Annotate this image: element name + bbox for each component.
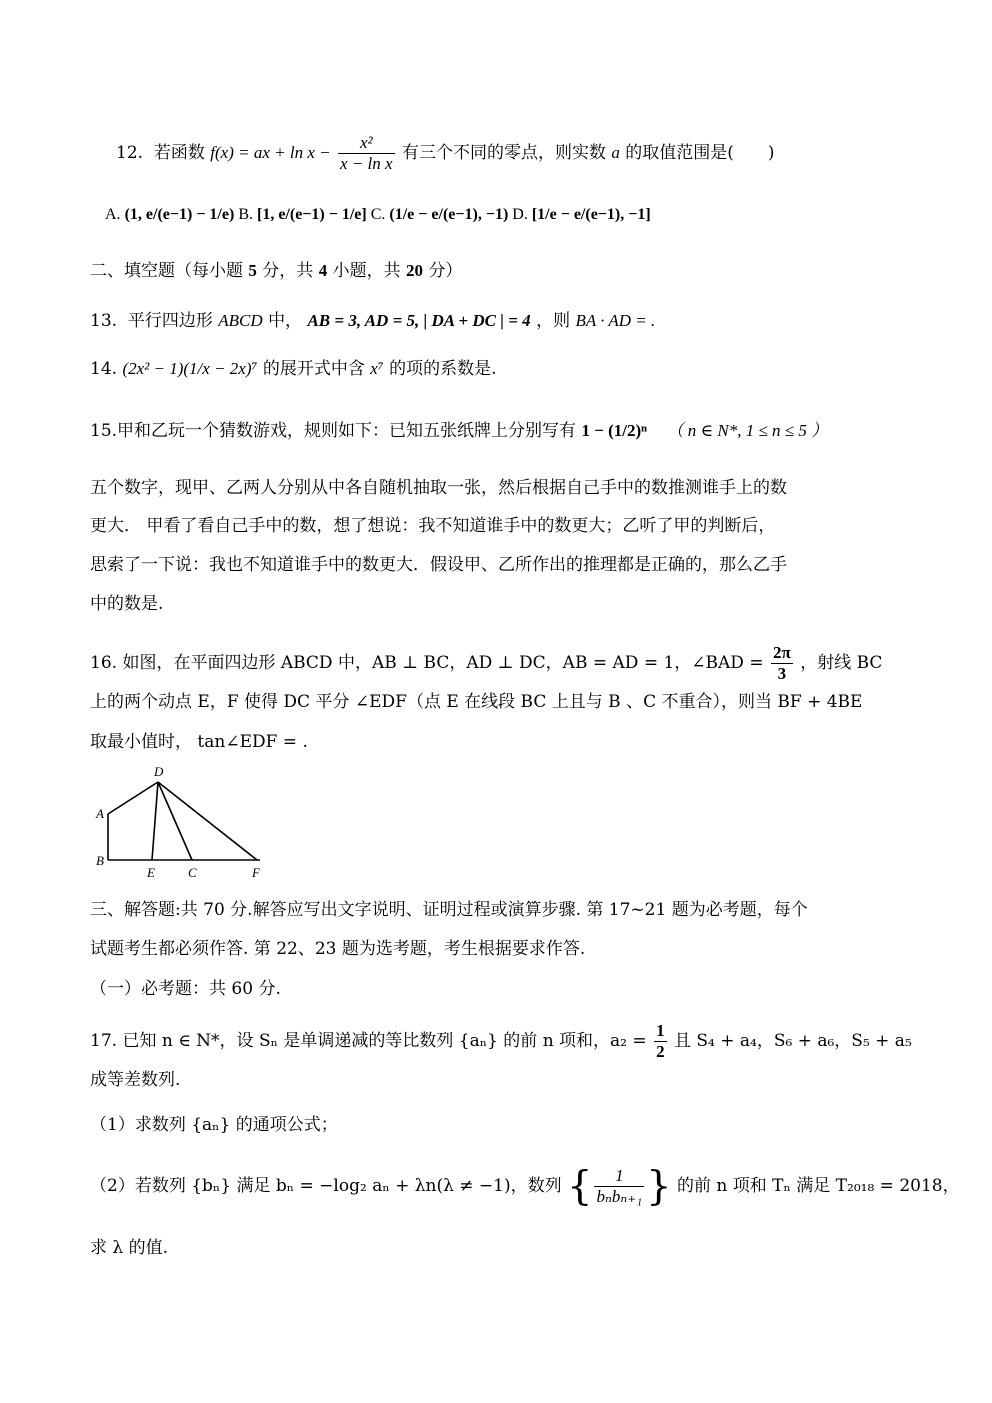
q13-condition: AB = 3, AD = 5, | DA + DC | = 4 xyxy=(307,311,531,330)
q12-prefix: 若函数 xyxy=(153,143,205,163)
option-b-label: B. xyxy=(238,206,253,223)
section2-heading xyxy=(90,259,462,283)
q12-option-d[interactable] xyxy=(512,206,650,223)
label-a: A xyxy=(96,806,104,821)
section3-sub: （一）必考题：共 60 分. xyxy=(90,979,281,999)
q16-frac-num: 2π xyxy=(772,643,791,662)
q13-number: 13. xyxy=(90,311,118,331)
q12-number: 12. xyxy=(116,143,144,163)
q12-option-c[interactable] xyxy=(371,206,513,223)
section2-mid1: 分，共 xyxy=(262,261,314,281)
q17-frac-den: 2 xyxy=(656,1042,665,1061)
segment-dc xyxy=(158,782,192,860)
q13 xyxy=(90,309,655,333)
q17-part-2c: 求 λ 的值. xyxy=(90,1238,168,1258)
q16-line-2: 上的两个动点 E，F 使得 DC 平分 ∠EDF（点 E 在线段 BC 上且与 B 、C 不重合），则当 BF + 4BE xyxy=(90,692,863,712)
q17-line-2: 成等差数列. xyxy=(90,1070,181,1090)
q17-fraction xyxy=(654,1021,667,1062)
brace-right: } xyxy=(646,1163,672,1210)
label-b: B xyxy=(96,853,104,868)
q12-fraction xyxy=(338,133,395,174)
q17-part2-num: 1 xyxy=(594,1166,644,1187)
option-d-text: [1/e − e/(e−1), −1] xyxy=(531,206,651,223)
option-d-label: D. xyxy=(512,206,528,223)
option-a-text: (1, e/(e−1) − 1/e) xyxy=(124,206,235,223)
q12-suffix2: 的取值范围是( ) xyxy=(625,143,775,163)
q17-frac-num: 1 xyxy=(656,1021,665,1040)
q17-part2-b: 的前 n 项和 Tₙ 满足 T₂₀₁₈ = 2018， xyxy=(677,1176,960,1196)
q14-expression: (2x² − 1)(1/x − 2x)⁷ xyxy=(122,359,258,378)
q14-number: 14. xyxy=(90,359,118,379)
q12-option-b[interactable] xyxy=(238,206,370,223)
q16-line-1 xyxy=(90,643,882,684)
section2-n3: 20 xyxy=(406,261,424,280)
segment-df xyxy=(158,782,257,860)
option-c-label: C. xyxy=(370,206,386,223)
q17-line1-end: 且 S₄ + a₄，S₆ + a₆，S₅ + a₅ xyxy=(673,1031,912,1051)
q14 xyxy=(90,357,497,381)
section2-title: 二、填空题（每小题 xyxy=(90,261,243,281)
segment-de xyxy=(152,782,158,860)
q13-then: ，则 xyxy=(536,311,571,331)
section2-n2: 4 xyxy=(318,261,328,280)
q17-part2-a: （2）若数列 {bₙ} 满足 bₙ = −log₂ aₙ + λn(λ ≠ −1)，数列 xyxy=(90,1176,562,1196)
q16-line1-end: ，射线 BC xyxy=(800,653,883,673)
q17-part2-den: bₙbₙ₊₁ xyxy=(596,1187,643,1206)
q15-line-3: 思索了一下说：我也不知道谁手中的数更大．假设甲、乙所作出的推理都是正确的，那么乙手 xyxy=(90,555,787,575)
q14-end: 的项的系数是. xyxy=(389,359,497,379)
brace-left: { xyxy=(567,1163,593,1210)
section3-line-2: 试题考生都必须作答. 第 22、23 题为选考题，考生根据要求作答. xyxy=(90,939,586,959)
quadrilateral-figure xyxy=(92,762,272,882)
q17-part-2 xyxy=(90,1163,960,1210)
q14-term: x⁷ xyxy=(370,359,384,378)
q16-line-3: 取最小值时， tan∠EDF = . xyxy=(90,732,308,752)
segment-ad xyxy=(108,782,158,814)
label-c: C xyxy=(188,865,197,880)
label-f: F xyxy=(252,865,260,880)
q15-line-2: 更大． 甲看了看自己手中的数，想了想说：我不知道谁手中的数更大；乙听了甲的判断后， xyxy=(90,516,776,536)
q13-in: 中， xyxy=(268,311,303,331)
q17-line1-text: 17. 已知 n ∈ N*，设 Sₙ 是单调递减的等比数列 {aₙ} 的前 n 项和，a₂ = xyxy=(90,1031,647,1051)
q17-part-1: （1）求数列 {aₙ} 的通项公式； xyxy=(90,1115,338,1135)
q16-frac-den: 3 xyxy=(777,664,787,683)
q15-condition: （ n ∈ N*, 1 ≤ n ≤ 5 ） xyxy=(666,421,829,440)
label-d: D xyxy=(154,764,164,779)
q15-line-4: 中的数是. xyxy=(90,594,164,614)
section2-n1: 5 xyxy=(248,261,257,280)
option-c-text: (1/e − e/(e−1), −1) xyxy=(389,206,509,223)
q12-option-a[interactable] xyxy=(105,206,238,223)
q13-text: 平行四边形 xyxy=(127,311,213,331)
q16-fraction xyxy=(771,643,793,684)
q12-var: a xyxy=(611,143,620,162)
q15-lead xyxy=(90,419,828,443)
q12-frac-num: x² xyxy=(338,133,395,154)
q15-line-1: 五个数字，现甲、乙两人分别从中各自随机抽取一张，然后根据自己手中的数推测谁手上的数 xyxy=(90,478,787,498)
label-e: E xyxy=(147,865,155,880)
q12-stem xyxy=(116,133,775,174)
section2-mid2: 小题，共 xyxy=(332,261,401,281)
q16-line1-text: 16. 如图，在平面四边形 ABCD 中，AB ⊥ BC，AD ⊥ DC，AB = AD = 1，∠BAD = xyxy=(90,653,764,673)
q13-ask: BA · AD = . xyxy=(575,311,656,330)
q12-frac-den: x − ln x xyxy=(340,154,393,173)
q14-text: 的展开式中含 xyxy=(262,359,365,379)
q12-suffix: 有三个不同的零点，则实数 xyxy=(401,143,606,163)
q17-part2-fraction xyxy=(594,1166,644,1207)
section3-line-1: 三、解答题:共 70 分.解答应写出文字说明、证明过程或演算步骤. 第 17~21 题为必考题，每个 xyxy=(90,900,808,920)
q15-lead-text: 15.甲和乙玩一个猜数游戏，规则如下：已知五张纸牌上分别写有 xyxy=(90,421,577,441)
option-a-label: A. xyxy=(105,206,121,223)
q15-formula: 1 − (1/2)ⁿ xyxy=(581,421,648,440)
section2-end: 分） xyxy=(428,261,463,281)
q12-func: f(x) = ax + ln x − xyxy=(210,143,331,162)
q17-line-1 xyxy=(90,1021,912,1062)
q12-options xyxy=(105,203,651,227)
q13-shape: ABCD xyxy=(218,311,263,330)
option-b-text: [1, e/(e−1) − 1/e] xyxy=(256,206,367,223)
